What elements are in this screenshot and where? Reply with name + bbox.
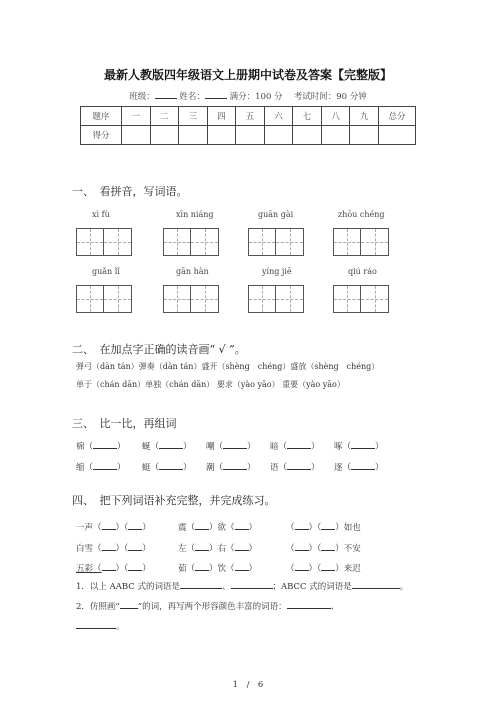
score-table-header-cell: 六 <box>264 107 293 126</box>
score-table-header-cell: 题序 <box>81 107 122 126</box>
answer-blank[interactable] <box>235 521 249 530</box>
answer-blank[interactable] <box>159 461 183 470</box>
answer-blank[interactable] <box>231 580 273 589</box>
score-cell[interactable] <box>179 126 208 145</box>
class-label: 班级： <box>129 92 155 102</box>
score-table-score-row <box>81 126 416 145</box>
writing-grid[interactable] <box>333 285 389 313</box>
idiom-row: 茹（ ）饮（ ） <box>178 564 258 574</box>
question-1: 1．以上 AABC 式的词语是 、 ；ABCC 式的词语是 。 <box>76 582 409 592</box>
answer-blank[interactable] <box>120 600 138 609</box>
compare-char: 棉 <box>76 442 85 452</box>
pinyin-label: xì fù <box>92 210 110 219</box>
score-cell[interactable] <box>379 126 416 145</box>
score-cell[interactable] <box>236 126 265 145</box>
score-row-label: 得分 <box>81 126 122 145</box>
answer-blank[interactable] <box>235 562 249 571</box>
compare-char: 啄 <box>334 442 343 452</box>
score-cell[interactable] <box>150 126 179 145</box>
pinyin-label: gān hàn <box>176 267 209 276</box>
pronunciation-line[interactable]: 弹弓（dàn tán）弹奏（dàn tán）盛开（shèng chéng）盛放（shèng chéng） <box>76 362 380 371</box>
compare-item: 潮（ ） <box>206 463 256 473</box>
answer-blank[interactable] <box>195 542 209 551</box>
idiom-row: （ ）（ ）不安 <box>286 544 361 554</box>
answer-blank[interactable] <box>102 542 116 551</box>
compare-item: 暗（ ） <box>270 442 320 452</box>
compare-item: 啄（ ） <box>334 442 384 452</box>
full-score-label: 满分：100 分 <box>229 92 283 102</box>
score-cell[interactable] <box>321 126 350 145</box>
answer-blank[interactable] <box>76 620 116 629</box>
writing-grid[interactable] <box>248 228 304 256</box>
score-table-header-cell: 二 <box>150 107 179 126</box>
answer-blank[interactable] <box>235 542 249 551</box>
answer-blank[interactable] <box>223 440 247 449</box>
answer-blank[interactable] <box>287 440 311 449</box>
answer-blank[interactable] <box>93 461 117 470</box>
score-table-header-cell: 总分 <box>379 107 416 126</box>
idiom-row: 一声（ ）（ ） <box>76 523 151 533</box>
name-blank <box>205 90 227 99</box>
compare-char: 缩 <box>76 463 85 473</box>
answer-blank[interactable] <box>102 521 116 530</box>
score-table <box>80 106 416 145</box>
answer-blank[interactable] <box>180 580 222 589</box>
answer-blank[interactable] <box>295 562 309 571</box>
idiom-row: （ ）（ ）如也 <box>286 523 361 533</box>
score-table-header-cell: 五 <box>236 107 265 126</box>
section4-heading: 四、 把下列词语补充完整，并完成练习。 <box>72 494 276 507</box>
answer-blank[interactable] <box>223 461 247 470</box>
pinyin-label: qiú ráo <box>348 267 377 276</box>
writing-grid[interactable] <box>163 285 219 313</box>
compare-char: 嘲 <box>206 442 215 452</box>
section1-heading: 一、 看拼音，写词语。 <box>72 185 188 198</box>
section3-heading: 三、 比一比，再组词 <box>72 417 177 430</box>
score-table-header-cell: 三 <box>179 107 208 126</box>
score-cell[interactable] <box>264 126 293 145</box>
compare-char: 潮 <box>206 463 215 473</box>
question-2-cont: 。 <box>76 620 125 632</box>
section2-heading: 二、 在加点字正确的读音画“ √ ”。 <box>72 343 246 356</box>
answer-blank[interactable] <box>295 542 309 551</box>
answer-blank[interactable] <box>128 562 142 571</box>
score-cell[interactable] <box>350 126 379 145</box>
answer-blank[interactable] <box>351 440 375 449</box>
compare-item: 蜒（ ） <box>142 442 192 452</box>
answer-blank[interactable] <box>128 521 142 530</box>
compare-item: 嘲（ ） <box>206 442 256 452</box>
score-table-header-cell: 一 <box>122 107 151 126</box>
answer-blank[interactable] <box>195 562 209 571</box>
answer-blank[interactable] <box>287 600 331 609</box>
idiom-row: 五彩（ ）（ ） <box>76 564 151 574</box>
pinyin-label: yíng jiē <box>262 267 292 276</box>
score-cell[interactable] <box>293 126 322 145</box>
class-blank <box>155 90 177 99</box>
question-2: 2．仿照画“ ”的词，再写两个形容颜色丰富的词语： 、 <box>76 602 340 612</box>
writing-grid[interactable] <box>333 228 389 256</box>
compare-char: 蜒 <box>142 442 151 452</box>
answer-blank[interactable] <box>195 521 209 530</box>
answer-blank[interactable] <box>352 580 400 589</box>
answer-blank[interactable] <box>102 562 116 571</box>
name-label: 姓名： <box>179 92 205 102</box>
pronunciation-line[interactable]: 单于（chán dān）单独（chán dān） 要求（yào yāo） 重要（yào yāo） <box>76 380 345 389</box>
idiom-row: 震（ ）欲（ ） <box>178 523 258 533</box>
score-table-header-cell: 八 <box>321 107 350 126</box>
score-table-header-cell: 九 <box>350 107 379 126</box>
answer-blank[interactable] <box>351 461 375 470</box>
compare-item: 语（ ） <box>270 463 320 473</box>
compare-char: 逐 <box>334 463 343 473</box>
pinyin-label: xīn niáng <box>176 210 214 219</box>
exam-info <box>0 90 496 102</box>
answer-blank[interactable] <box>321 521 335 530</box>
score-table-header-cell: 四 <box>207 107 236 126</box>
writing-grid[interactable] <box>76 228 132 256</box>
page-number: 1 / 6 <box>232 680 264 690</box>
compare-item: 棉（ ） <box>76 442 126 452</box>
writing-grid[interactable] <box>248 285 304 313</box>
score-table-header-row <box>81 107 416 126</box>
answer-blank[interactable] <box>321 542 335 551</box>
compare-item: 缩（ ） <box>76 463 126 473</box>
compare-char: 蜓 <box>142 463 151 473</box>
idiom-row: （ ）（ ）来迟 <box>286 564 361 574</box>
answer-blank[interactable] <box>295 521 309 530</box>
compare-item: 逐（ ） <box>334 463 384 473</box>
compare-char: 暗 <box>270 442 279 452</box>
writing-grid[interactable] <box>76 285 132 313</box>
answer-blank[interactable] <box>287 461 311 470</box>
score-table-header-cell: 七 <box>293 107 322 126</box>
pinyin-label: guān gài <box>258 210 294 219</box>
pinyin-label: guǎn lǐ <box>92 267 120 276</box>
exam-time-label: 考试时间：90 分钟 <box>293 92 367 102</box>
document-title: 最新人教版四年级语文上册期中试卷及答案【完整版】 <box>103 68 392 82</box>
score-cell[interactable] <box>207 126 236 145</box>
writing-grid[interactable] <box>163 228 219 256</box>
answer-blank[interactable] <box>93 440 117 449</box>
compare-char: 语 <box>270 463 279 473</box>
compare-item: 蜓（ ） <box>142 463 192 473</box>
answer-blank[interactable] <box>128 542 142 551</box>
score-cell[interactable] <box>122 126 151 145</box>
answer-blank[interactable] <box>321 562 335 571</box>
answer-blank[interactable] <box>159 440 183 449</box>
pinyin-label: zhōu chéng <box>338 210 385 219</box>
idiom-row: 白雪（ ）（ ） <box>76 544 151 554</box>
idiom-row: 左（ ）右（ ） <box>178 544 258 554</box>
